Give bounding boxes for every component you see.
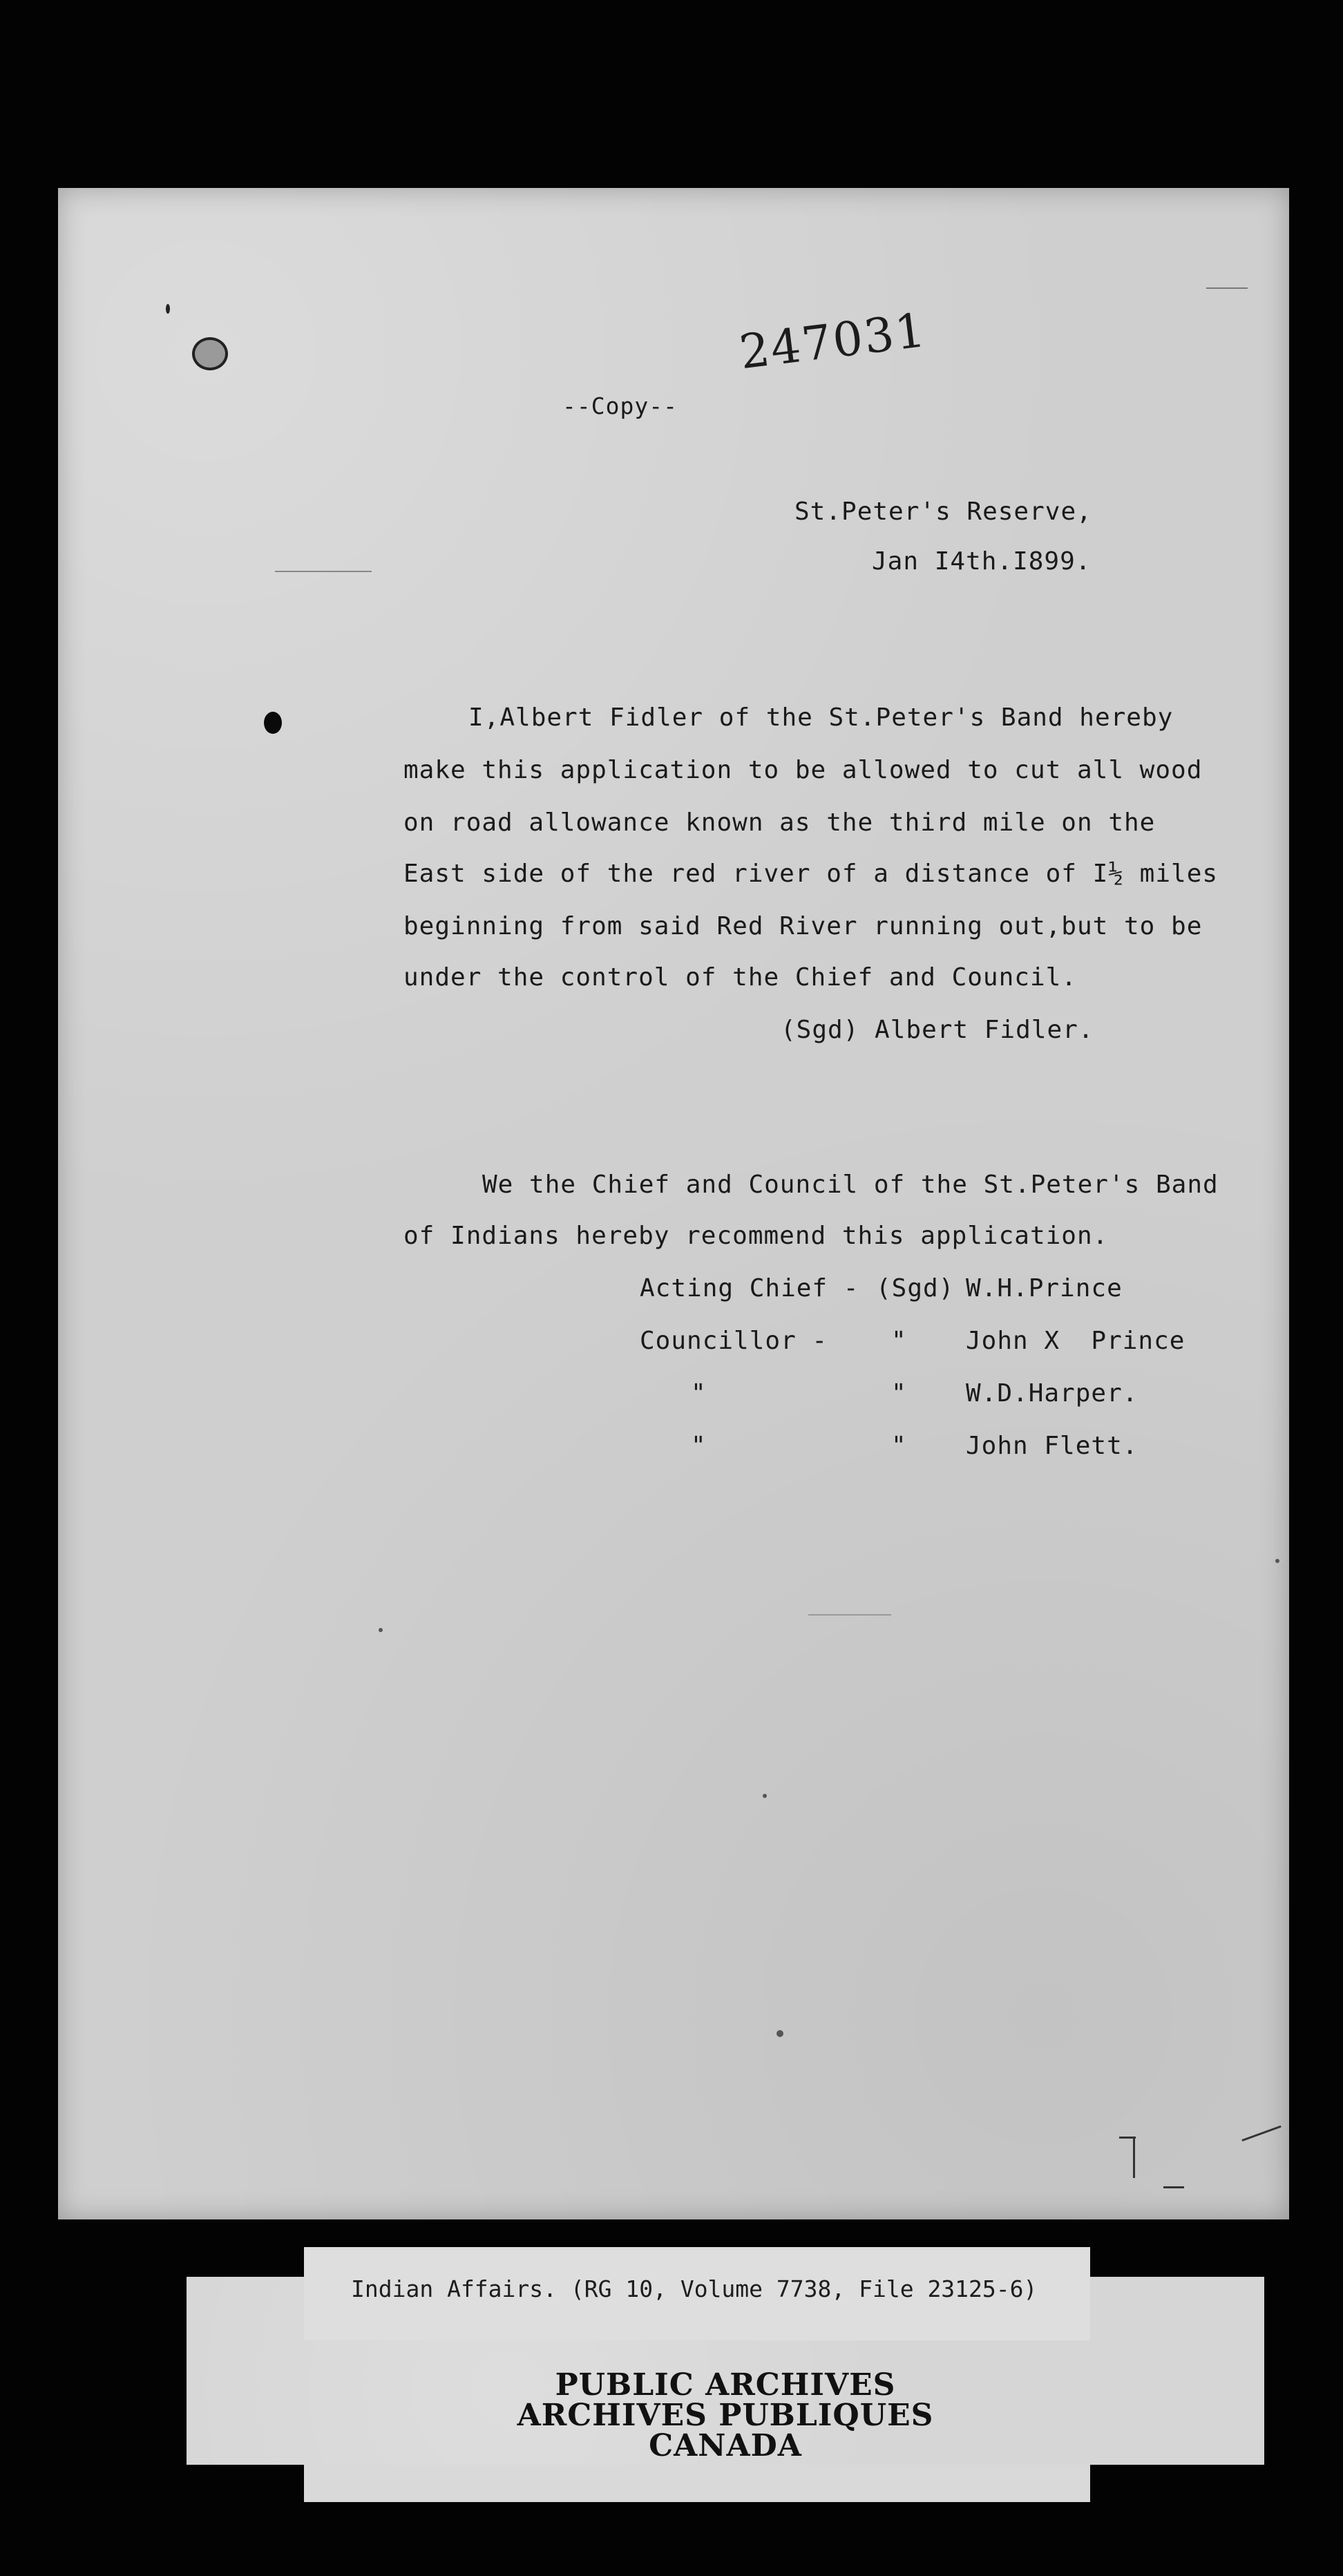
pencil-line — [1206, 287, 1248, 289]
signatory-name: W.H.Prince — [966, 1274, 1123, 1303]
archive-reference: Indian Affairs. (RG 10, Volume 7738, File 23125-6) — [351, 2275, 1038, 2302]
application-line: beginning from said Red River running out,but to be — [403, 912, 1203, 940]
signatory-role: " — [691, 1379, 707, 1408]
accession-number-stamp: 247031 — [736, 303, 930, 381]
signatory-mark: " — [891, 1432, 907, 1460]
punch-hole-middle — [264, 712, 282, 734]
application-line: I,Albert Fidler of the St.Peter's Band hereby — [468, 703, 1174, 732]
corner-scratch — [1163, 2186, 1184, 2188]
signatory-mark: " — [891, 1327, 907, 1355]
corner-scratch — [1133, 2137, 1135, 2178]
ink-speck — [763, 1794, 767, 1798]
location-line: St.Peter's Reserve, — [794, 498, 1092, 526]
application-line: under the control of the Chief and Council. — [403, 963, 1077, 992]
typed-document-page — [58, 188, 1289, 2219]
recommendation-line: of Indians hereby recommend this application. — [403, 1222, 1109, 1250]
signatory-name: John X Prince — [966, 1327, 1185, 1355]
archive-name-english: PUBLIC ARCHIVES — [555, 2367, 896, 2403]
recommendation-line: We the Chief and Council of the St.Peter's Band — [482, 1171, 1219, 1199]
application-line: on road allowance known as the third mile on the — [403, 808, 1156, 837]
signatory-mark: (Sgd) — [876, 1274, 955, 1303]
signatory-name: John Flett. — [966, 1432, 1139, 1460]
ink-speck — [379, 1628, 383, 1632]
copy-mark: --Copy-- — [562, 392, 678, 419]
pencil-line — [808, 1614, 891, 1616]
ink-speck — [1275, 1559, 1279, 1563]
applicant-signature: (Sgd) Albert Fidler. — [781, 1016, 1094, 1044]
signatory-name: W.D.Harper. — [966, 1379, 1139, 1408]
ink-speck — [777, 2030, 783, 2037]
pencil-line — [275, 571, 372, 572]
ink-speck — [166, 304, 170, 314]
signatory-role: Acting Chief - — [640, 1274, 859, 1303]
application-line: make this application to be allowed to cut all wood — [403, 756, 1203, 784]
punch-hole-top — [192, 337, 228, 370]
signatory-role: Councillor - — [640, 1327, 828, 1355]
archive-country: CANADA — [649, 2428, 802, 2463]
signatory-mark: " — [891, 1379, 907, 1408]
archive-label-base — [304, 2465, 1090, 2502]
application-line: East side of the red river of a distance of I½ miles — [403, 860, 1219, 888]
signatory-role: " — [691, 1432, 707, 1460]
archive-name-french: ARCHIVES PUBLIQUES — [517, 2398, 934, 2433]
date-line: Jan I4th.I899. — [872, 547, 1092, 576]
